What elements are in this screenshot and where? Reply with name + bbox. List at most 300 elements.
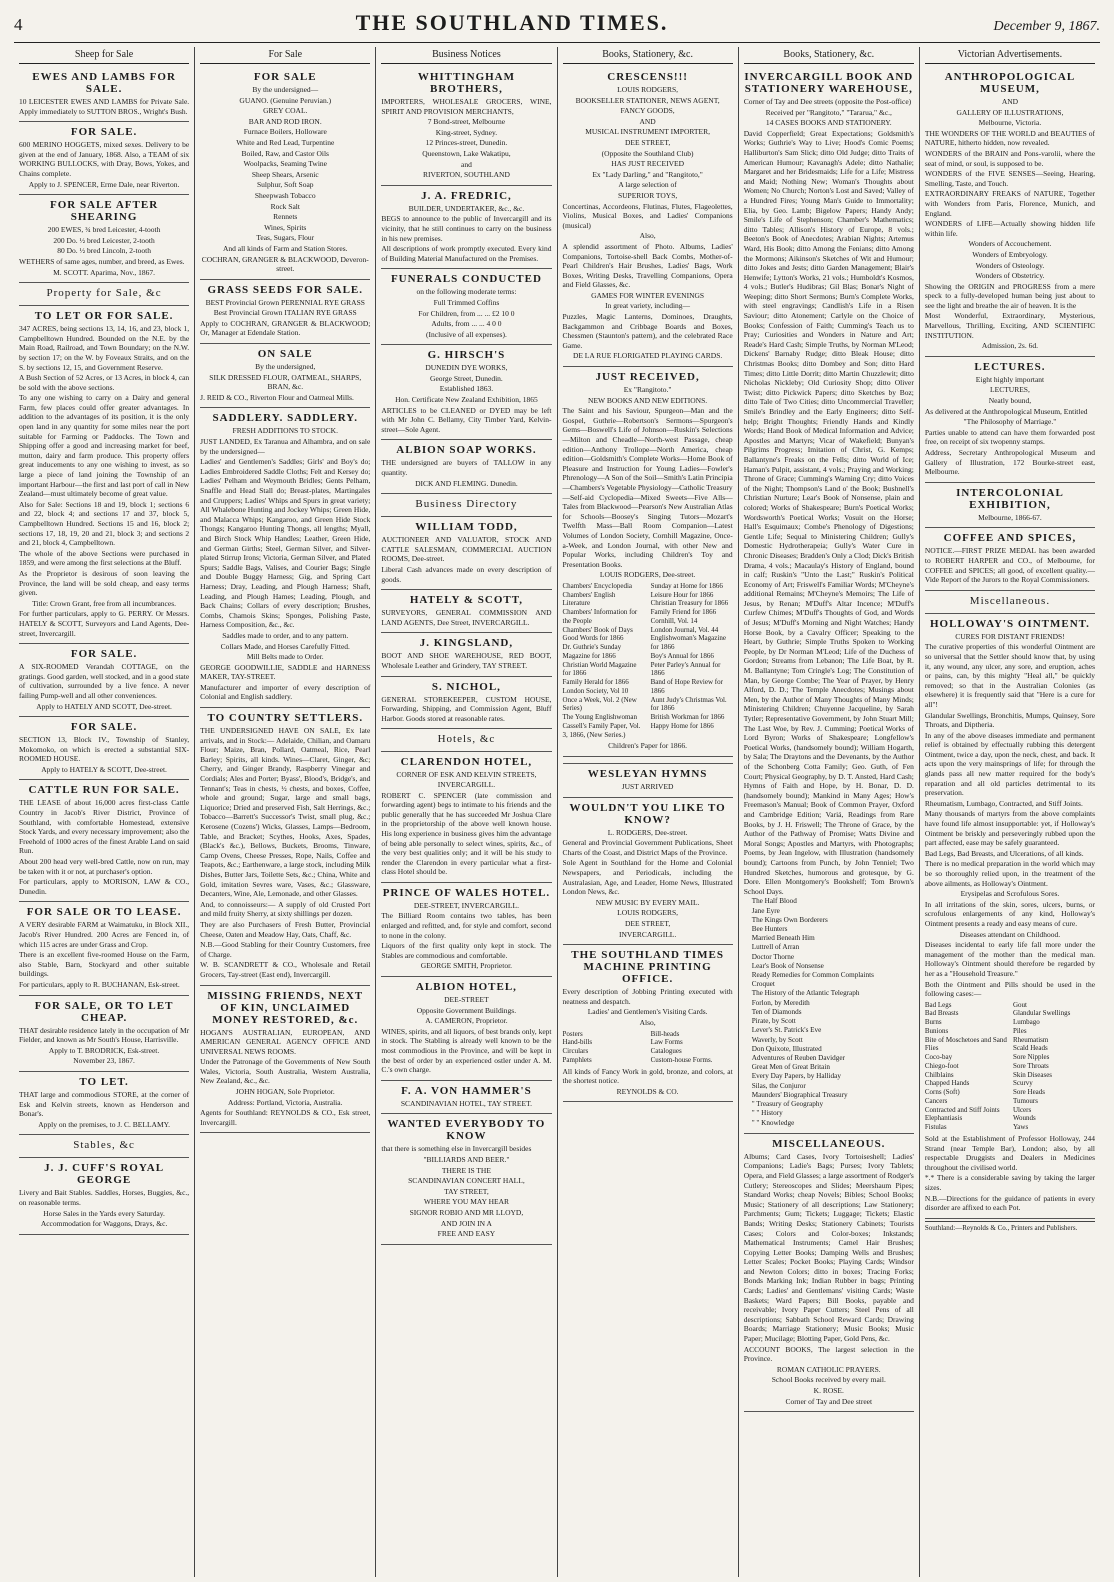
list-item: Contracted and Stiff Joints	[924, 1105, 1000, 1114]
printing-list	[563, 1030, 733, 1065]
ad-text: Glandular Swellings, Bronchitis, Mumps, Quinsey, Sore Throats, and Diptheria.	[924, 710, 1096, 730]
ad-text: Sole Agent in Southland for the Home and Colonial Newspapers, and Periodicals, including the Australasian, Age, and Leader, Home News, Illustrated London News, &c.	[562, 858, 733, 897]
ad-text: SCANDINAVIAN CONCERT HALL,	[408, 1176, 525, 1186]
list-item: Corns (Soft)	[924, 1088, 960, 1097]
ad-text: Melbourne, 1866-67.	[978, 512, 1042, 522]
advertisement	[200, 708, 370, 985]
ad-text: Wonders of Embryology.	[972, 249, 1048, 259]
advertisement	[19, 1135, 189, 1158]
ad-text: JUST LANDED, Ex Taranua and Alhambra, and on sale by the undersigned—	[200, 437, 371, 456]
ad-text: A VERY desirable FARM at Waimatuku, in Block XII., Jacob's River Hundred. 200 Acres are Fenced in, of which 115 acres are under Grass and Crop.	[19, 920, 190, 949]
ad-text: AUCTIONEER AND VALUATOR, STOCK AND CATTLE SALESMAN, COMMERCIAL AUCTION ROOMS, Dee-street.	[381, 535, 552, 564]
ad-text: Both the Ointment and Pills should be used in the following cases:—	[924, 979, 1096, 999]
imprint-footer: Southland:—Reynolds & Co., Printers and Publishers.	[925, 1221, 1095, 1232]
ad-text: WETHERS of same ages, number, and breed, as Ewes.	[19, 256, 185, 266]
ad-text: In any of the above diseases immediate and permanent relief is obtained by effectually rubbing this detergent Ointment, twice a day, upon the neck, chest, and back. It acts upon the very mainsprings of life; for through the glands pass all new matter required for the body's reparation and all old particles detrimental to its preservation.	[924, 730, 1096, 798]
newspaper-title: THE SOUTHLAND TIMES.	[355, 10, 669, 35]
list-item: The History of the Atlantic Telegraph	[751, 989, 860, 998]
list-item: Once a Week, Vol. 2 (New Series)	[562, 695, 637, 713]
ad-text: Apply to HATELY AND SCOTT, Dee-street.	[36, 701, 172, 711]
ad-text: Sheepwash Tobacco	[254, 190, 316, 200]
list-item: Christian World Magazine for 1866	[562, 660, 637, 678]
ad-text: For particulars, apply to R. BUCHANAN, Esk-street.	[19, 979, 180, 989]
ad-text: November 23, 1867.	[73, 1056, 135, 1066]
ad-text: Many thousands of martyrs from the above complaints have found life almost insupportable: yet, if Holloway's Ointment be briskly and perseveringly rubbed upon the part affected, ease may be safely guaranteed.	[924, 809, 1096, 848]
ad-text: Liquors of the first quality only kept in stock. The Stables are commodious and comfortable.	[381, 941, 552, 960]
advertisement	[925, 591, 1095, 614]
ad-text: And, to connoisseurs:— A supply of old Crusted Port and mild fruity Sherry, at sixty shillings per dozen.	[200, 899, 371, 919]
list-item: Pamphlets	[562, 1055, 592, 1064]
ad-title: ALBION SOAP WORKS.	[396, 444, 537, 457]
ad-text: CORNER OF ESK AND KELVIN STREETS, INVERCARGILL.	[396, 770, 537, 789]
list-item: Bunions	[924, 1026, 949, 1035]
ad-title: G. HIRSCH'S	[427, 349, 506, 362]
list-item: Cassell's Family Paper, Vol. 3, 1866, (New Series.)	[562, 721, 641, 739]
list-item: " " History	[751, 1109, 783, 1118]
list-item: Boy's Annual for 1866	[650, 651, 714, 660]
ad-text: Teas, Sugars, Flour	[256, 233, 315, 243]
ad-title: COFFEE AND SPICES,	[943, 532, 1077, 545]
ad-text: Erysipelas and Scrofulous Sores.	[960, 889, 1060, 899]
list-item: Bad Legs	[924, 1000, 952, 1009]
advertisement	[925, 483, 1095, 529]
list-item: Sore Heads	[1012, 1088, 1046, 1097]
ad-text: About 200 head very well-bred Cattle, now on run, may be taken with it or not, at purchaser's option.	[19, 857, 190, 876]
ad-text: WONDERS of LIFE—Actually showing hidden life within life.	[924, 219, 1096, 238]
ad-text: AND	[639, 116, 656, 126]
list-item: Maunders' Biographical Treasury	[751, 1090, 848, 1099]
ad-text: Also,	[639, 231, 656, 241]
ad-text: For further particulars, apply to G. PERRY. Or Messrs. HATELY & SCOTT, Surveyors and Land Agents, Dee-street, Invercargill.	[19, 609, 190, 638]
column-heading: Books, Stationery, &c.	[744, 47, 914, 64]
ad-text: Horse Sales in the Yards every Saturday.	[43, 1208, 165, 1218]
ad-text: (Inclusive of all expenses).	[426, 329, 507, 339]
list-item: Wounds	[1012, 1114, 1036, 1123]
ad-text: NEW MUSIC BY EVERY MAIL.	[595, 897, 700, 907]
ad-text: Sheep Shears, Arsenic	[251, 169, 319, 179]
ad-text: The Saint and his Saviour, Spurgeon—Man and the Gospel, Guthrie—Robertson's Sermons—Spurgeon's Gems—Boswell's Life of Johnson—Ruskin's Selections—Milton and Cheadle—North-west Passage, cheap edition—Anthony Trollope—North America, cheap edition—Goldsmith's Complete Works—Home Book of Pleasure and Instruction for Young Ladies—Fowler's Phrenology—A Son of the Soil—Smith's Latin Principia—Chambers's Vegetable Physiology—Catholic Treasury—Self-aid Cyclopedia—Mixed Sweets—Five Alls—Tales from Blackwood—Pearson's New Australian Atlas for Schools—Boosey's Singing Tutors—Mozart's Twelfth Mass—Ball Room Companion—Latest Volumes of London Society, Cornhill Magazine, Once-a-Week, and London Journal, with other New and Popular Works, including Children's Toy and Presentation Books.	[562, 406, 733, 569]
advertisement	[19, 306, 189, 644]
advertisement	[19, 122, 189, 195]
ad-title: MISSING FRIENDS, NEXT OF KIN, UNCLAIMED MONEY RESTORED, &c.	[207, 989, 364, 1026]
list-item: Jane Eyre	[751, 906, 780, 915]
ad-text: DEE STREET,	[624, 137, 671, 147]
ad-text: Concertinas, Accordeons, Flutinas, Flutes, Flageolettes, Violins, Musical Boxes, and Ladies' Companions (musical)	[562, 201, 733, 230]
ad-text: Hon. Certificate New Zealand Exhibition, 1865	[395, 395, 538, 405]
ad-text: 347 ACRES, being sections 13, 14, 16, and 23, block 1, Campbelltown Hundred. Bounded on the N.E. by the Main Road, Railroad, and Town Boundary; on the N.W. by section 17; on the W. by Foveaux Straits, and on the S. by sections 12, 15, and Government Reserve.	[19, 324, 190, 372]
advertisement	[381, 345, 551, 440]
list-item: Rheumatism	[1012, 1035, 1049, 1044]
ad-text: A Bush Section of 52 Acres, or 13 Acres, in block 4, can be sold with the above sections.	[19, 373, 190, 392]
ad-title: EWES AND LAMBS FOR SALE.	[32, 71, 176, 95]
list-item: Gout	[1012, 1000, 1027, 1009]
list-item: Bill-heads	[650, 1029, 680, 1038]
ad-text: DEE STREET,	[624, 918, 671, 928]
list-item: Yaws	[1012, 1123, 1029, 1132]
list-item: Glandular Swellings	[1012, 1009, 1071, 1018]
advertisement	[381, 883, 551, 977]
list-item: Chapped Hands	[924, 1079, 970, 1088]
ad-text: In all irritations of the skin, sores, ulcers, burns, or scrofulous enlargements of any kind, Holloway's Ointment presents a ready and easy means of cure.	[924, 899, 1096, 928]
ad-text: RIVERTON, SOUTHLAND	[422, 170, 510, 180]
ad-text: To any one wishing to carry on a Dairy and general Farm, few places could offer greater advantages. In addition to the advantages of its position, it is the only open land in any quantity for some miles near the port suitable for Farming or Paddocks. The Town and Shipping offer a good and increasing market for beef, mutton, dairy and farm produce. This property offers great inducements to any one wishing to invest, as so large a piece of land joining the Township of an important Harbour—the first and last port of call in New Zealand—must ultimately become of great value.	[19, 393, 190, 499]
column-heading: For Sale	[200, 47, 370, 64]
ad-text: DUNEDIN DYE WORKS,	[425, 363, 508, 373]
ad-text: Ex "Rangitoto."	[623, 385, 672, 395]
advertisement	[563, 764, 733, 798]
ad-title: MISCELLANEOUS.	[772, 1137, 886, 1150]
advertisement	[381, 752, 551, 883]
ad-title: CRESCENS!!!	[607, 71, 688, 83]
ad-text: The Billiard Room contains two tables, has been enlarged and refitted, and, for style and comfort, second to none in the colony.	[381, 911, 552, 940]
list-item: Peter Parley's Annual for 1866	[650, 660, 721, 678]
ad-text: Agents for Southland: REYNOLDS & CO., Esk street, Invercargill.	[200, 1108, 371, 1127]
advertisement	[19, 717, 189, 780]
ad-text: Apply to T. BRODRICK, Esk-street.	[48, 1045, 160, 1055]
ad-text: Best Provincial Grown ITALIAN RYE GRASS	[213, 308, 357, 318]
ad-text: Corner of Tay and Dee streets (opposite the Post-office)	[743, 97, 912, 106]
ad-text: "BILLIARDS AND BEER."	[423, 1154, 510, 1164]
stationery-list: Albums; Card Cases, Ivory Tortoiseshell; Ladies' Companions; Ladie's Bags; Purses; Ivory Tablets; Opera, and Field Glasses; a large assortment of Rodger's Cutlery; Stereoscopes and Slides; Meershaum Pipes; Standard Works; cheap Novels; Bibles; School Books; Music; Stationery of all descriptions; Law Stationery; Parchments; Gum; Tickets; Luggage; Tickets; Elastic Bands; Writing Desks; Stationery Cabinets; Tourists Cases; Colors and Color-boxes; Inkstands; Mathematical Instruments; Camel Hair Brushes; Copying Letter Books; Damping Wells and Brushes; Letter Scales; Pocket Books; Playing Cards; Windsor and Newton Colors; ditto in boxes; Tracing Forks; Bonds Marking Ink; Indian Rubber in bags; Printing Cards; Ladies' and Gentlemans' visiting Cards; Waste Baskets; Ward Papers; Bill Books, payable and receivable; Ivory Paper Cutters; Steel Pens of all descriptions; Sabbath School Reward Cards; Drawing Boards; Marriage Stationery; Music Books; Music Paper; Mucilage; Blotting Paper, Gold Pens, &c.	[743, 1151, 914, 1344]
list-item: Aunt Judy's Christmas Vol. for 1866	[650, 695, 727, 713]
advertisement	[381, 186, 551, 270]
ad-text: LOUIS RODGERS,	[617, 908, 679, 918]
ad-title: JUST RECEIVED,	[595, 371, 700, 384]
ad-text: Diseases attendant on Childhood.	[959, 929, 1061, 939]
section-heading: Business Directory	[415, 498, 518, 511]
ad-text: N.B.—Good Stabling for their Country Customers, free of Charge.	[200, 940, 371, 959]
ad-text: THAT desirable residence lately in the occupation of Mr Fielder, and known as Mr South's House, Harrisville.	[19, 1025, 190, 1045]
list-item: Cornhill, Vol. 14	[650, 616, 698, 625]
ad-text: 80 Do. ½ bred Lincoln, 2-tooth	[57, 246, 151, 256]
list-item: Englishwoman's Magazine for 1866	[650, 634, 726, 652]
ad-text: and	[461, 159, 472, 169]
list-item: Chiego-foot	[924, 1061, 959, 1070]
list-item: Christian Treasury for 1866	[650, 599, 729, 608]
column-4	[558, 47, 739, 1577]
ad-text: THE LEASE of about 16,000 acres first-class Cattle Country in Jacob's River District, Province of Southland, with comfortable Homestead, extensive Stock Yards, and every necessary improvement; also the Freehold of 1000 acres of the finest Arable Land on said Run.	[19, 798, 190, 856]
ad-text: GUANO. (Genuine Peruvian.)	[239, 95, 332, 105]
ad-title: INVERCARGILL BOOK AND STATIONERY WAREHOUSE,	[744, 71, 914, 95]
list-item: Every Day Papers, by Halliday	[751, 1072, 841, 1081]
ad-text: BOOT AND SHOE WAREHOUSE, RED BOOT, Wholesale Leather and Grindery, TAY STREET.	[381, 651, 552, 670]
ad-text: SCANDINAVIAN HOTEL, TAY STREET.	[400, 1098, 532, 1108]
printing-right	[651, 1030, 733, 1065]
ad-text: Also,	[639, 1017, 656, 1027]
ad-text: HOGAN'S AUSTRALIAN, EUROPEAN, AND AMERICAN GENERAL AGENCY OFFICE AND UNIVERSAL NEWS ROOMS.	[200, 1027, 371, 1056]
list-item: Chilblains	[924, 1070, 954, 1079]
ad-text: Diseases incidental to early life fall more under the management of the mother than the medical man. Holloway's Ointment should therefore be regarded by her as a "Household Treasure."	[924, 940, 1096, 978]
issue-date: December 9, 1867.	[993, 19, 1100, 34]
ad-title: TO LET OR FOR SALE.	[34, 310, 174, 323]
books-list: David Copperfield; Great Expectations; Goldsmith's Works; Guthrie's Way to Live; Hood's Comic Poems; Halliburton's Sam Slick; ditto Old Judge; ditto Traits of American Humour; Kavanagh's Adele; ditto Nathalie; Margaret and her Bridesmaids; Life for a Life; Mistress and Maid; Nothing New; Woman's Thoughts about Women; No Church; Norton's Lost and Saved; Valley of a Hundred Fires; Young Man's Guide to Immortality; Elia, by Geo. Lamb; Bigelow Papers; Handy Andy; Smile's Life of Stephenson; Chamber's Mathematics; ditto Tables; Allison's History of Europe, 8 vols.; Beeton's Book of Anecdotes; Arabian Nights; Artemus Ward, His Book; ditto Among the Fenians; ditto Among the Mormons; Aikinson's Sketches of Wit and Humour; ditto Jokes and Jests; ditto Garden Management; Blair's Henwife; Lytton's Works, 21 vols.; Humboldt's Kosmos, 4 vols.; Butler's Hudibras; Gil Blas; Bonar's Night of Weeping; ditto Short Sermons; Burn's Complete Works, with steel engravings; Candlish's Life in a Risen Saviour; ditto Atonement; Carlyle on the Choice of Books; Confession of Faith; Cumming's Teach us to Pray; Curiosities and Wonders in Nature and Art; Reade's Hard Cash; Simple Truths, by Norman M'Leod; Dickens' Barnaby Rudge; ditto Bleak House; ditto Christmas Books; ditto Dombey and Son; ditto Hard Times; ditto Little Dorrit; ditto Martin Chuzzlewit; ditto Nicholas Nickleby; Old Curiosity Shop; ditto Oliver Twist; ditto Pickwick Papers; ditto Sketches by Boz; ditto Tale of Two Cities; ditto Uncommercial Traveller; Smile's Brindley and the Early Engineers; ditto Self-help; Bright Thoughts; Friendly Hands and Kindly Words; Hand Book of Medical Information and Advice; Apostles and Martyrs; Vicar of Wakefield; Bunyan's Pilgrims Progress; Imitation of Christ, G. Kemps; Ballantyne's Freaks on the Fells; ditto World of Ice; Haman's Pulpit, assistant, 4 vols.; Praying and Working; Throne of Grace; Cumming's Warning Cry; ditto Voices of the Night; Thompson's Land o' the Book; Bushnell's Christian Nurture; Lear's Book of Nonsense, plain and colored; Works of Shakespeare; Burn's Poetical Works; Wordsworth's Poetical Works; Vosuit on the Horse; Hall's Esquimaux; Combe's Phenology of Digestions; Gentle Life; Sequal to Ministering Children; Gully's Domestic Hydrotherapeia; Gully's Water Cure in Chronic Diseases; Bradden's Only a Clod; Dick's British Drama, 4 vols.; Macaulay's History of England, bound in calf; Ruskin's "Unto the Last;" Ruskin's Political Economy of Art; Friswell's Familiar Words; M'Cheyne's additional Remains; M'Cheyne's Memoirs; The Life of Jesus, by Renan; M'Duff's Altar Incence; M'Duff's Curfew Chimes; M'Duff's Thoughts of God, and Words of Jesus; M'Duff's Morning and Night Watches; Handy Horse Book, by a Cavalry Officer; Speaking to the Heart, by Guthrie; Simple Truths Spoken to Working People, by Dr Norman M'Leod; Life of the Duchess of Gordon; Streams from Lebanon; The Life Boat, by R. M. Ballantyne; Tom Cringle's Log; The Constitution of Man, by George Combe; The Year of Prayer, by Henry Alford, D. D.; The Temple Anecdotes; Musings about Men, by the Author of Many Thoughts of Many Minds; Ministering Children; Chuyenne Jacqueline, by Sarah Tytler; Representative Government, by John Stuart Mill; The Last Woe, by Rev. J. Cumming; Poetical Works of Lord Byron; Works of Shakespeare; Longfellow's Poetical Works, (handsomely bound); William Hogarth, by Sala; The Draytons and the Devenants, by the Author of the Schonberg Cotta Family; Geo. Guth, of Fen Court; Physical Geography, by D. T. Ansted, Hard Cash; Hymns of Faith and Hope, by H. Bonar, D. D. (handsomely bound); Mankind in Many Ages; How's Freemason's Manual; Book of Common Prayer, Oxford and Cambridge Edition; Variá, Readings from Rare Books, by J. H. Friswell; The Throne of Grace, by the Author of the Pathway of Promise; Watts Divine and Moral Songs; Apostles and Martyrs, with Photographs; Poems, by Jean Ingelow, with Illustration (handsomely bound); Cartoons from Punch, by John Tenniel; Two Hundred Sketches, humorous and grotesque, by G. Dore. Ellen Montgomery's Bookshelf; Tom Brown's School Days.	[743, 128, 914, 896]
ad-text: School Books received by every mail.	[771, 1375, 886, 1385]
ad-text: For particulars, apply to MORISON, LAW & CO., Dunedin.	[19, 877, 190, 896]
ad-title: FOR SALE	[253, 71, 317, 83]
ad-text: Rennets	[273, 212, 298, 222]
ad-text: Sold at the Establishment of Professor Holloway, 244 Strand (near Temple Bar), London; also, by all respectable Druggists and Dealers in Medicines throughout the civilised world.	[924, 1133, 1096, 1172]
printing-left	[563, 1030, 645, 1065]
ad-text: ROMAN CATHOLIC PRAYERS.	[776, 1364, 881, 1374]
ad-text: NEW BOOKS AND NEW EDITIONS.	[588, 395, 708, 405]
ad-title: HATELY & SCOTT,	[409, 594, 523, 607]
list-item: Lever's St. Patrick's Eve	[751, 1026, 822, 1035]
advertisement	[381, 1081, 551, 1115]
ad-text: Sulphur, Soft Soap	[256, 180, 314, 190]
list-item: Law Forms	[650, 1038, 683, 1047]
list-item: London Journal, Vol. 44	[650, 625, 719, 634]
list-item: Married Beneath Him	[751, 934, 815, 943]
ad-text: They are also Purchasers of Fresh Butter, Provincial Cheese, Oaten and Meadow Hay, Oats, Chaff, &c.	[200, 919, 371, 939]
ad-text: (Opposite the Southland Club)	[601, 148, 694, 158]
ad-text: LOUIS RODGERS, Dee-street.	[599, 570, 696, 580]
ad-text: DICK AND FLEMING. Dunedin.	[415, 478, 518, 488]
ad-title: FOR SALE, OR TO LET CHEAP.	[34, 999, 174, 1024]
ad-text: Corner of Tay and Dee street	[785, 1396, 873, 1406]
advertisement	[200, 408, 370, 708]
ad-text: TAY STREET,	[444, 1186, 489, 1196]
ad-text: 14 CASES BOOKS AND STATIONERY.	[765, 118, 892, 128]
ad-text: Livery and Bait Stables. Saddles, Horses, Buggies, &c., on reasonable terms.	[19, 1188, 190, 1207]
ad-text: SIGNOR ROBIO AND MR LLOYD,	[409, 1207, 524, 1217]
advertisement	[381, 269, 551, 345]
ad-title: J. KINGSLAND,	[419, 637, 514, 650]
ad-text: 10 LEICESTER EWES AND LAMBS for Private Sale. Apply immediately to SUTTON BROS., Wright's Bush.	[19, 97, 190, 116]
ad-title: TO COUNTRY SETTLERS.	[207, 712, 364, 725]
ad-text: Ladies' and Gentlemen's Visiting Cards.	[587, 1007, 708, 1017]
ad-text: J. REID & CO., Riverton Flour and Oatmeal Mills.	[200, 392, 354, 402]
ad-text: White and Red Lead, Turpentine	[236, 137, 335, 147]
advertisement	[19, 67, 189, 122]
ad-text: BEST Provincial Grown PERENNIAL RYE GRASS	[205, 297, 365, 307]
ad-title: ON SALE	[257, 348, 313, 361]
ad-text: BAR AND ROD IRON.	[248, 116, 322, 126]
masthead	[14, 10, 1100, 43]
ad-title: FOR SALE.	[70, 126, 138, 139]
ad-text: Address: Portland, Victoria, Australia.	[228, 1097, 343, 1107]
list-item: " " Knowledge	[751, 1118, 795, 1127]
ad-text: As the Proprietor is desirous of soon leaving the Province, the land will be sold cheap, and easy terms given.	[19, 568, 190, 598]
list-item: Pirate, by Scott	[751, 1017, 796, 1026]
ad-text: W. B. SCANDRETT & CO., Wholesale and Retail Grocers, Tay-street (East end), Invercargill.	[200, 960, 371, 979]
ad-text: DEE-STREET, INVERCARGILL.	[413, 900, 519, 910]
list-item: Chambers' Information for the People	[562, 608, 638, 625]
ad-text: DEE-STREET	[444, 995, 489, 1005]
page-number: 4	[14, 15, 23, 34]
ad-text: Eight highly important	[975, 374, 1045, 384]
advertisement	[19, 1072, 189, 1135]
ad-text: Full Trimmed Coffins	[433, 297, 500, 307]
list-item: Waverly, by Scott	[751, 1035, 803, 1044]
ad-text: Furnace Boilers, Holloware	[243, 127, 327, 137]
list-item: Don Quixote, Illustrated	[751, 1044, 822, 1053]
ad-text: REYNOLDS & CO.	[616, 1086, 679, 1096]
list-item: The Young Englishwoman	[562, 713, 637, 722]
ad-text: There is an excellent five-roomed House on the Farm, also Stable, Barn, Stockyard and other suitable buildings.	[19, 950, 190, 979]
advertisement	[19, 902, 189, 995]
advertisement	[19, 283, 189, 306]
column-1	[14, 47, 195, 1577]
ad-text: THE WONDERS OF THE WORLD and BEAUTIES of NATURE, hitherto hidden, now revealed.	[924, 128, 1096, 148]
advertisement	[925, 357, 1095, 483]
ad-text: Wonders of Accouchement.	[968, 239, 1052, 249]
advertisement	[563, 367, 733, 757]
ad-text: N.B.—Directions for the guidance of patients in every disorder are affixed to each Pot.	[924, 1193, 1096, 1213]
ailments-left	[925, 1001, 1007, 1132]
advertisement	[744, 1134, 914, 1412]
ad-text: BUILDER, UNDERTAKER, &c., &c.	[408, 203, 525, 213]
column-2	[195, 47, 376, 1577]
advertisement	[381, 677, 551, 730]
list-item: Forlon, by Meredith	[751, 998, 810, 1007]
ad-title: ANTHROPOLOGICAL MUSEUM,	[944, 71, 1076, 95]
ad-text: BOOKSELLER STATIONER, NEWS AGENT,	[575, 95, 720, 105]
columns	[14, 47, 1100, 1577]
list-item: Sore Nipples	[1012, 1053, 1050, 1062]
list-item: The Kings Own Borderers	[751, 915, 828, 924]
list-item: Ten of Diamonds	[751, 1007, 802, 1016]
list-item: Chambers' English Literature	[562, 590, 616, 608]
advertisement	[19, 644, 189, 717]
ad-text: Parties unable to attend can have them forwarded post free, on receipt of six twopenny stamps.	[924, 427, 1096, 447]
ad-text: HAS JUST RECEIVED	[611, 159, 684, 169]
list-item: Luttrell of Arran	[751, 943, 800, 952]
ad-text: By the undersigned—	[252, 85, 319, 94]
list-item: Chambers' Book of Days	[562, 625, 633, 634]
list-item: Custom-house Forms.	[650, 1055, 713, 1064]
ad-title: FOR SALE OR TO LEASE.	[26, 906, 182, 919]
ad-text: 200 Do. ½ bred Leicester, 2-tooth	[53, 235, 155, 245]
ad-text: All descriptions of work promptly executed. Every kind of Building Material Manufactured on the Premises.	[381, 244, 552, 263]
section-heading: Property for Sale, &c	[46, 287, 162, 300]
ad-title: WESLEYAN HYMNS	[587, 768, 708, 780]
ad-title: ALBION HOTEL,	[415, 981, 517, 994]
list-item: Adventures of Reuben Davidger	[751, 1054, 845, 1062]
advertisement	[19, 780, 189, 902]
ad-text: that there is something else in Invercargill besides	[381, 1144, 532, 1154]
advertisement	[19, 1158, 189, 1234]
ad-text: 200 EWES, ¾ bred Leicester, 4-tooth	[47, 225, 161, 235]
ad-text: Received per "Rangitoto," "Tararua," &c.,	[765, 107, 892, 117]
list-item: Lear's Book of Nonsense	[751, 961, 824, 970]
ad-text: Bad Legs, Bad Breasts, and Ulcerations, of all kinds.	[924, 848, 1084, 858]
ad-text: ROBERT C. SPENCER (late commission and forwarding agent) begs to intimate to his friends and the public generally that he has succeeded Mr Joshua Clare in the proprietorship of the above well known house. His long experience in business gives him the advantage of being able personally to select wines, spirits, &c., of the very best qualities only; and it will be his study to render the Clarendon in every particular what a first-class Hotel should be.	[381, 790, 552, 877]
ad-text: *.* There is a considerable saving by taking the larger sizes.	[924, 1173, 1096, 1192]
ad-title: FOR SALE.	[70, 721, 138, 734]
ad-title: FUNERALS CONDUCTED	[390, 273, 542, 286]
advertisement	[19, 195, 189, 283]
list-item: Scald Heads	[1012, 1044, 1048, 1053]
ad-text: Rock Salt	[270, 201, 300, 211]
periodicals-left	[563, 582, 645, 740]
ad-title: THE SOUTHLAND TIMES MACHINE PRINTING OFFICE.	[571, 949, 724, 986]
list-item: Leisure Hour for 1866	[650, 590, 714, 599]
list-item: Skin Diseases	[1012, 1070, 1053, 1079]
ad-title: FOR SALE AFTER SHEARING	[50, 199, 159, 224]
ad-text: There is no medical preparation in the world which may be so thoroughly relied upon, in the treatment of the above ailments, as Holloway's Ointment.	[924, 859, 1096, 888]
list-item: British Workman for 1866	[650, 713, 725, 722]
ad-text: GAMES FOR WINTER EVENINGS	[591, 290, 705, 300]
list-item: Elephantiasis	[924, 1114, 963, 1123]
list-item: The Half Blood	[751, 897, 797, 906]
ad-text: All kinds of Fancy Work in gold, bronze, and colors, at the shortest notice.	[562, 1066, 733, 1086]
ad-text: SILK DRESSED FLOUR, OATMEAL, SHARPS, BRAN, &c.	[209, 372, 362, 392]
advertisement	[200, 67, 370, 280]
section-heading: Stables, &c	[73, 1139, 135, 1152]
ad-text: WONDERS of the FIVE SENSES—Seeing, Hearing, Smelling, Taste, and Touch.	[924, 169, 1096, 188]
ad-text: FRESH ADDITIONS TO STOCK.	[232, 426, 338, 436]
ad-text: THAT large and commodious STORE, at the corner of Esk and Kelvin streets, known as Henderson and Bonar's.	[19, 1089, 190, 1119]
ad-title: HOLLOWAY'S OINTMENT.	[929, 617, 1090, 630]
ad-text: Boiled, Raw, and Castor Oils	[241, 148, 329, 158]
ad-text: The whole of the above Sections were purchased in 1859, and were among the first selections at the Bluff.	[19, 548, 190, 568]
ad-text: Ladies' and Gentlemen's Saddles; Girls' and Boy's do; Ladies Embroidered Saddle Cloths; Felt and Kersey do; Ladies' Pelham and Weymouth Bridles; Gents Pelham, Snaffle and Head Stall do; Breast-plates, Martingales and Cruppers; Ladies' Whips and Spurs in great variety; All Whalebone Hunting and Jockey Whips; Green Hide, and Malacca Whips; Kangaroo, and Green Hide Stock Thongs; Kangaroo Hunting Thongs, all lengths; Myall, and Birch Stock Whip Handles; Leather, Green Hide, and German Girths; Steel, German Silver, and Silver-plated Stirrup Irons; Victoria, German Silver, and Plated Spurs; Saddle Bags, Valises, and Courier Bags; Single and Double Buggy Harness; Gig, and Spring Cart Harness; Dray, Leading, and Plough Harness; Shaft, Leading, and Plough Hames; Leading, Plough, and Back Chains; Collars of every description; Brushes, Combs, Chamois Skins; Sponges, Polishing Paste, Harness Composition, &c., &c.	[200, 457, 371, 630]
ad-text: Wines, Spirits	[264, 222, 307, 232]
list-item: Silas, the Conjuror	[751, 1081, 806, 1090]
ad-text: A. CAMERON, Proprietor.	[425, 1016, 508, 1026]
list-item: Hand-bills	[562, 1038, 593, 1047]
ad-text: Rheumatism, Lumbago, Contracted, and Stiff Joints.	[924, 798, 1083, 808]
ad-text: King-street, Sydney.	[435, 127, 498, 137]
ad-text: 12 Princes-street, Dunedin.	[425, 138, 508, 148]
ad-title: F. A. VON HAMMER'S	[401, 1084, 532, 1097]
list-item: Ulcers	[1012, 1105, 1032, 1114]
advertisement	[744, 67, 914, 1134]
list-item: Chambers' Encyclopedia	[562, 581, 633, 590]
advertisement	[925, 528, 1095, 590]
ad-text: Saddles made to order, and to any pattern.	[222, 630, 349, 640]
ad-text: M. SCOTT. Aparima, Nov., 1867.	[53, 267, 156, 277]
column-heading: Books, Stationery, &c.	[563, 47, 733, 64]
list-item: Fistulas	[924, 1123, 947, 1132]
advertisement	[381, 1114, 551, 1244]
ad-text: on the following moderate terms:	[416, 287, 517, 297]
advertisement	[200, 280, 370, 344]
advertisement	[563, 945, 733, 1102]
ailments-list	[925, 1001, 1095, 1132]
ad-text: Title: Crown Grant, free from all incumbrances.	[32, 598, 177, 608]
list-item: Lumbago	[1012, 1018, 1040, 1027]
ad-text: JOHN HOGAN, Sole Proprietor.	[235, 1087, 335, 1097]
list-item: " Treasury of Geography	[751, 1100, 824, 1109]
ad-title: CATTLE RUN FOR SALE.	[28, 784, 180, 797]
list-item: Burns	[924, 1018, 942, 1027]
list-item: Good Words for 1866	[562, 634, 624, 643]
ad-text: L. RODGERS, Dee-street.	[607, 827, 688, 837]
ad-text: Ex "Lady Darling," and "Rangitoto,"	[592, 169, 703, 179]
periodicals-list	[563, 582, 733, 740]
ad-text: Melbourne, Victoria.	[978, 118, 1042, 128]
advertisement	[381, 633, 551, 676]
ad-text: AND JOIN IN A	[440, 1218, 492, 1228]
ad-text: Every description of Jobbing Printing executed with neatness and despatch.	[562, 987, 733, 1006]
ad-text: Queenstown, Lake Wakatipu,	[422, 148, 511, 158]
list-item: Sore Throats	[1012, 1061, 1049, 1070]
ad-text: A large selection of	[618, 180, 677, 190]
ad-text: Neatly bound,	[988, 396, 1032, 406]
ad-text: Wonders of Osteology.	[975, 260, 1045, 270]
ad-text: DE LA RUE FLORIGATED PLAYING CARDS.	[572, 351, 723, 361]
ad-text: Address, Secretary Anthropological Museum and Gallery of Illustration, 172 Bourke-street east, Melbourne.	[924, 448, 1096, 477]
list-item: Family Herald for 1866	[562, 678, 629, 687]
ad-text: As delivered at the Anthropological Museum, Entitled	[924, 406, 1088, 416]
list-item: Happy Home for 1866	[650, 721, 714, 730]
advertisement	[200, 986, 370, 1134]
ad-title: SADDLERY. SADDLERY.	[212, 412, 358, 425]
ad-title: WILLIAM TODD,	[415, 521, 518, 534]
ad-text: JUST ARRIVED	[621, 782, 674, 791]
list-item: Band of Hope Review for 1866	[650, 678, 723, 695]
